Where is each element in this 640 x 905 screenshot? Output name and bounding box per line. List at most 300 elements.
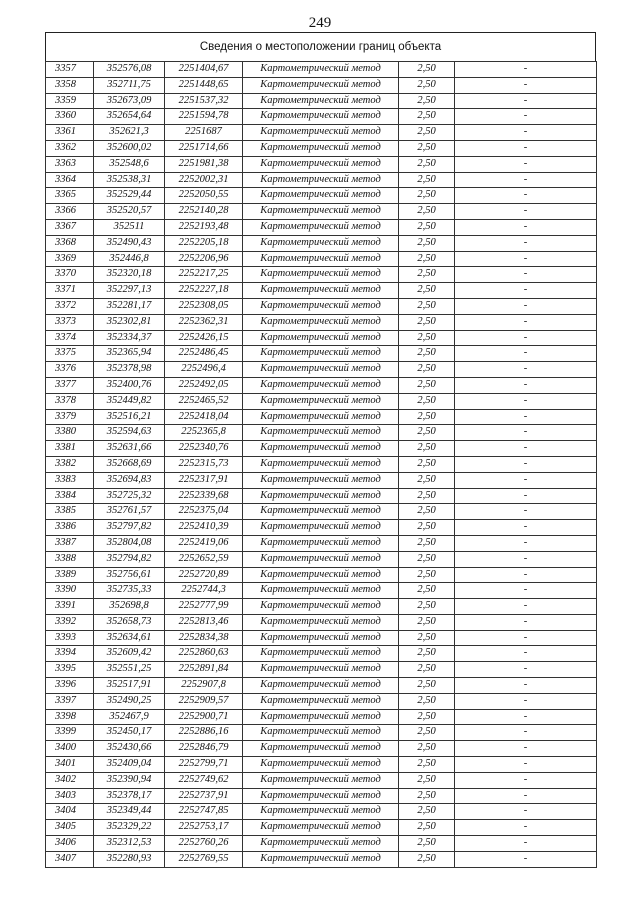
method-cell: Картометрический метод <box>243 662 399 678</box>
precision-cell: 2,50 <box>399 93 455 109</box>
y-coordinate-cell: 2252846,79 <box>165 741 243 757</box>
table-row <box>46 757 597 773</box>
table-row <box>46 488 597 504</box>
point-number-cell: 3377 <box>46 377 94 393</box>
point-number-cell: 3399 <box>46 725 94 741</box>
precision-cell: 2,50 <box>399 109 455 125</box>
point-number-cell: 3395 <box>46 662 94 678</box>
x-coordinate-cell: 352621,3 <box>94 125 165 141</box>
x-coordinate-cell: 352302,81 <box>94 314 165 330</box>
x-coordinate-cell: 352517,91 <box>94 678 165 694</box>
method-cell: Картометрический метод <box>243 425 399 441</box>
y-coordinate-cell: 2252227,18 <box>165 283 243 299</box>
description-cell: - <box>455 583 597 599</box>
y-coordinate-cell: 2251448,65 <box>165 77 243 93</box>
x-coordinate-cell: 352365,94 <box>94 346 165 362</box>
x-coordinate-cell: 352511 <box>94 219 165 235</box>
x-coordinate-cell: 352609,42 <box>94 646 165 662</box>
method-cell: Картометрический метод <box>243 109 399 125</box>
y-coordinate-cell: 2252747,85 <box>165 804 243 820</box>
precision-cell: 2,50 <box>399 362 455 378</box>
table-row <box>46 219 597 235</box>
table-row <box>46 283 597 299</box>
table-row <box>46 646 597 662</box>
description-cell: - <box>455 836 597 852</box>
table-row <box>46 298 597 314</box>
y-coordinate-cell: 2252375,04 <box>165 504 243 520</box>
y-coordinate-cell: 2252465,52 <box>165 393 243 409</box>
description-cell: - <box>455 156 597 172</box>
y-coordinate-cell: 2252193,48 <box>165 219 243 235</box>
y-coordinate-cell: 2251981,38 <box>165 156 243 172</box>
x-coordinate-cell: 352694,83 <box>94 472 165 488</box>
description-cell: - <box>455 125 597 141</box>
precision-cell: 2,50 <box>399 377 455 393</box>
precision-cell: 2,50 <box>399 599 455 615</box>
x-coordinate-cell: 352516,21 <box>94 409 165 425</box>
y-coordinate-cell: 2252737,91 <box>165 788 243 804</box>
x-coordinate-cell: 352797,82 <box>94 520 165 536</box>
method-cell: Картометрический метод <box>243 772 399 788</box>
precision-cell: 2,50 <box>399 188 455 204</box>
precision-cell: 2,50 <box>399 125 455 141</box>
method-cell: Картометрический метод <box>243 456 399 472</box>
precision-cell: 2,50 <box>399 204 455 220</box>
precision-cell: 2,50 <box>399 504 455 520</box>
x-coordinate-cell: 352735,33 <box>94 583 165 599</box>
point-number-cell: 3403 <box>46 788 94 804</box>
precision-cell: 2,50 <box>399 741 455 757</box>
precision-cell: 2,50 <box>399 583 455 599</box>
table-row <box>46 678 597 694</box>
x-coordinate-cell: 352312,53 <box>94 836 165 852</box>
precision-cell: 2,50 <box>399 393 455 409</box>
table-row <box>46 551 597 567</box>
point-number-cell: 3387 <box>46 535 94 551</box>
point-number-cell: 3381 <box>46 441 94 457</box>
point-number-cell: 3373 <box>46 314 94 330</box>
y-coordinate-cell: 2252002,31 <box>165 172 243 188</box>
method-cell: Картометрический метод <box>243 441 399 457</box>
description-cell: - <box>455 235 597 251</box>
x-coordinate-cell: 352320,18 <box>94 267 165 283</box>
table-row <box>46 567 597 583</box>
description-cell: - <box>455 283 597 299</box>
point-number-cell: 3357 <box>46 62 94 78</box>
precision-cell: 2,50 <box>399 298 455 314</box>
y-coordinate-cell: 2252652,59 <box>165 551 243 567</box>
description-cell: - <box>455 267 597 283</box>
table-row <box>46 709 597 725</box>
precision-cell: 2,50 <box>399 77 455 93</box>
point-number-cell: 3361 <box>46 125 94 141</box>
x-coordinate-cell: 352520,57 <box>94 204 165 220</box>
point-number-cell: 3406 <box>46 836 94 852</box>
description-cell: - <box>455 377 597 393</box>
point-number-cell: 3386 <box>46 520 94 536</box>
description-cell: - <box>455 788 597 804</box>
description-cell: - <box>455 709 597 725</box>
point-number-cell: 3376 <box>46 362 94 378</box>
point-number-cell: 3372 <box>46 298 94 314</box>
table-row <box>46 188 597 204</box>
description-cell: - <box>455 219 597 235</box>
x-coordinate-cell: 352538,31 <box>94 172 165 188</box>
precision-cell: 2,50 <box>399 140 455 156</box>
description-cell: - <box>455 251 597 267</box>
description-cell: - <box>455 93 597 109</box>
point-number-cell: 3362 <box>46 140 94 156</box>
point-number-cell: 3405 <box>46 820 94 836</box>
x-coordinate-cell: 352576,08 <box>94 62 165 78</box>
point-number-cell: 3380 <box>46 425 94 441</box>
point-number-cell: 3363 <box>46 156 94 172</box>
point-number-cell: 3388 <box>46 551 94 567</box>
table-row <box>46 456 597 472</box>
y-coordinate-cell: 2252860,63 <box>165 646 243 662</box>
description-cell: - <box>455 851 597 867</box>
method-cell: Картометрический метод <box>243 472 399 488</box>
description-cell: - <box>455 488 597 504</box>
method-cell: Картометрический метод <box>243 804 399 820</box>
point-number-cell: 3367 <box>46 219 94 235</box>
description-cell: - <box>455 820 597 836</box>
point-number-cell: 3385 <box>46 504 94 520</box>
table-row <box>46 330 597 346</box>
point-number-cell: 3360 <box>46 109 94 125</box>
description-cell: - <box>455 204 597 220</box>
method-cell: Картометрический метод <box>243 757 399 773</box>
x-coordinate-cell: 352600,02 <box>94 140 165 156</box>
description-cell: - <box>455 662 597 678</box>
precision-cell: 2,50 <box>399 693 455 709</box>
x-coordinate-cell: 352490,43 <box>94 235 165 251</box>
table-row <box>46 851 597 867</box>
description-cell: - <box>455 441 597 457</box>
point-number-cell: 3366 <box>46 204 94 220</box>
description-cell: - <box>455 630 597 646</box>
description-cell: - <box>455 504 597 520</box>
x-coordinate-cell: 352711,75 <box>94 77 165 93</box>
precision-cell: 2,50 <box>399 456 455 472</box>
table-row <box>46 741 597 757</box>
table-row <box>46 520 597 536</box>
table-row <box>46 140 597 156</box>
table-row <box>46 267 597 283</box>
y-coordinate-cell: 2252317,91 <box>165 472 243 488</box>
description-cell: - <box>455 804 597 820</box>
table-row <box>46 156 597 172</box>
method-cell: Картометрический метод <box>243 709 399 725</box>
table-row <box>46 772 597 788</box>
method-cell: Картометрический метод <box>243 678 399 694</box>
table-row <box>46 251 597 267</box>
y-coordinate-cell: 2252050,55 <box>165 188 243 204</box>
y-coordinate-cell: 2252140,28 <box>165 204 243 220</box>
y-coordinate-cell: 2252419,06 <box>165 535 243 551</box>
x-coordinate-cell: 352450,17 <box>94 725 165 741</box>
x-coordinate-cell: 352548,6 <box>94 156 165 172</box>
y-coordinate-cell: 2252909,57 <box>165 693 243 709</box>
y-coordinate-cell: 2251594,78 <box>165 109 243 125</box>
description-cell: - <box>455 551 597 567</box>
x-coordinate-cell: 352390,94 <box>94 772 165 788</box>
description-cell: - <box>455 520 597 536</box>
table-row <box>46 788 597 804</box>
point-number-cell: 3370 <box>46 267 94 283</box>
method-cell: Картометрический метод <box>243 377 399 393</box>
method-cell: Картометрический метод <box>243 535 399 551</box>
description-cell: - <box>455 346 597 362</box>
method-cell: Картометрический метод <box>243 283 399 299</box>
point-number-cell: 3378 <box>46 393 94 409</box>
x-coordinate-cell: 352409,04 <box>94 757 165 773</box>
table-row <box>46 346 597 362</box>
y-coordinate-cell: 2252799,71 <box>165 757 243 773</box>
point-number-cell: 3396 <box>46 678 94 694</box>
table-row <box>46 599 597 615</box>
method-cell: Картометрический метод <box>243 62 399 78</box>
table-row <box>46 693 597 709</box>
x-coordinate-cell: 352378,17 <box>94 788 165 804</box>
description-cell: - <box>455 425 597 441</box>
description-cell: - <box>455 678 597 694</box>
y-coordinate-cell: 2252340,76 <box>165 441 243 457</box>
description-cell: - <box>455 140 597 156</box>
precision-cell: 2,50 <box>399 219 455 235</box>
point-number-cell: 3369 <box>46 251 94 267</box>
point-number-cell: 3358 <box>46 77 94 93</box>
y-coordinate-cell: 2251537,32 <box>165 93 243 109</box>
method-cell: Картометрический метод <box>243 646 399 662</box>
y-coordinate-cell: 2252205,18 <box>165 235 243 251</box>
point-number-cell: 3404 <box>46 804 94 820</box>
x-coordinate-cell: 352400,76 <box>94 377 165 393</box>
point-number-cell: 3365 <box>46 188 94 204</box>
y-coordinate-cell: 2252749,62 <box>165 772 243 788</box>
precision-cell: 2,50 <box>399 662 455 678</box>
y-coordinate-cell: 2252339,68 <box>165 488 243 504</box>
method-cell: Картометрический метод <box>243 188 399 204</box>
table-row <box>46 441 597 457</box>
method-cell: Картометрический метод <box>243 346 399 362</box>
method-cell: Картометрический метод <box>243 520 399 536</box>
x-coordinate-cell: 352761,57 <box>94 504 165 520</box>
table-row <box>46 630 597 646</box>
table-row <box>46 725 597 741</box>
table-row <box>46 204 597 220</box>
precision-cell: 2,50 <box>399 441 455 457</box>
precision-cell: 2,50 <box>399 757 455 773</box>
description-cell: - <box>455 393 597 409</box>
x-coordinate-cell: 352329,22 <box>94 820 165 836</box>
point-number-cell: 3382 <box>46 456 94 472</box>
table-row <box>46 393 597 409</box>
method-cell: Картометрический метод <box>243 599 399 615</box>
precision-cell: 2,50 <box>399 172 455 188</box>
point-number-cell: 3389 <box>46 567 94 583</box>
method-cell: Картометрический метод <box>243 851 399 867</box>
description-cell: - <box>455 614 597 630</box>
x-coordinate-cell: 352490,25 <box>94 693 165 709</box>
precision-cell: 2,50 <box>399 836 455 852</box>
precision-cell: 2,50 <box>399 472 455 488</box>
precision-cell: 2,50 <box>399 820 455 836</box>
y-coordinate-cell: 2251714,66 <box>165 140 243 156</box>
y-coordinate-cell: 2252426,15 <box>165 330 243 346</box>
point-number-cell: 3364 <box>46 172 94 188</box>
table-row <box>46 472 597 488</box>
description-cell: - <box>455 330 597 346</box>
table-row <box>46 93 597 109</box>
method-cell: Картометрический метод <box>243 630 399 646</box>
method-cell: Картометрический метод <box>243 693 399 709</box>
precision-cell: 2,50 <box>399 804 455 820</box>
y-coordinate-cell: 2252744,3 <box>165 583 243 599</box>
precision-cell: 2,50 <box>399 678 455 694</box>
x-coordinate-cell: 352280,93 <box>94 851 165 867</box>
table-row <box>46 172 597 188</box>
point-number-cell: 3359 <box>46 93 94 109</box>
description-cell: - <box>455 472 597 488</box>
table-row <box>46 535 597 551</box>
description-cell: - <box>455 646 597 662</box>
precision-cell: 2,50 <box>399 346 455 362</box>
table-row <box>46 820 597 836</box>
precision-cell: 2,50 <box>399 709 455 725</box>
precision-cell: 2,50 <box>399 314 455 330</box>
y-coordinate-cell: 2252362,31 <box>165 314 243 330</box>
precision-cell: 2,50 <box>399 520 455 536</box>
x-coordinate-cell: 352634,61 <box>94 630 165 646</box>
y-coordinate-cell: 2252315,73 <box>165 456 243 472</box>
x-coordinate-cell: 352698,8 <box>94 599 165 615</box>
method-cell: Картометрический метод <box>243 362 399 378</box>
y-coordinate-cell: 2251687 <box>165 125 243 141</box>
y-coordinate-cell: 2252486,45 <box>165 346 243 362</box>
method-cell: Картометрический метод <box>243 330 399 346</box>
method-cell: Картометрический метод <box>243 125 399 141</box>
table-row <box>46 614 597 630</box>
x-coordinate-cell: 352449,82 <box>94 393 165 409</box>
y-coordinate-cell: 2252720,89 <box>165 567 243 583</box>
table-title: Сведения о местоположении границ объекта <box>45 32 596 61</box>
table-row <box>46 62 597 78</box>
x-coordinate-cell: 352349,44 <box>94 804 165 820</box>
point-number-cell: 3394 <box>46 646 94 662</box>
y-coordinate-cell: 2251404,67 <box>165 62 243 78</box>
table-row <box>46 836 597 852</box>
description-cell: - <box>455 741 597 757</box>
method-cell: Картометрический метод <box>243 567 399 583</box>
method-cell: Картометрический метод <box>243 488 399 504</box>
x-coordinate-cell: 352725,32 <box>94 488 165 504</box>
precision-cell: 2,50 <box>399 251 455 267</box>
method-cell: Картометрический метод <box>243 156 399 172</box>
precision-cell: 2,50 <box>399 551 455 567</box>
precision-cell: 2,50 <box>399 488 455 504</box>
y-coordinate-cell: 2252308,05 <box>165 298 243 314</box>
x-coordinate-cell: 352631,66 <box>94 441 165 457</box>
y-coordinate-cell: 2252813,46 <box>165 614 243 630</box>
x-coordinate-cell: 352551,25 <box>94 662 165 678</box>
point-number-cell: 3384 <box>46 488 94 504</box>
method-cell: Картометрический метод <box>243 140 399 156</box>
method-cell: Картометрический метод <box>243 267 399 283</box>
description-cell: - <box>455 188 597 204</box>
table-row <box>46 235 597 251</box>
x-coordinate-cell: 352804,08 <box>94 535 165 551</box>
description-cell: - <box>455 567 597 583</box>
precision-cell: 2,50 <box>399 630 455 646</box>
x-coordinate-cell: 352668,69 <box>94 456 165 472</box>
table-row <box>46 504 597 520</box>
method-cell: Картометрический метод <box>243 583 399 599</box>
table-row <box>46 583 597 599</box>
x-coordinate-cell: 352594,63 <box>94 425 165 441</box>
precision-cell: 2,50 <box>399 283 455 299</box>
x-coordinate-cell: 352529,44 <box>94 188 165 204</box>
point-number-cell: 3401 <box>46 757 94 773</box>
x-coordinate-cell: 352654,64 <box>94 109 165 125</box>
y-coordinate-cell: 2252834,38 <box>165 630 243 646</box>
precision-cell: 2,50 <box>399 788 455 804</box>
x-coordinate-cell: 352467,9 <box>94 709 165 725</box>
precision-cell: 2,50 <box>399 330 455 346</box>
x-coordinate-cell: 352297,13 <box>94 283 165 299</box>
description-cell: - <box>455 693 597 709</box>
precision-cell: 2,50 <box>399 425 455 441</box>
method-cell: Картометрический метод <box>243 741 399 757</box>
y-coordinate-cell: 2252907,8 <box>165 678 243 694</box>
table-row <box>46 362 597 378</box>
y-coordinate-cell: 2252496,4 <box>165 362 243 378</box>
table-row <box>46 409 597 425</box>
precision-cell: 2,50 <box>399 725 455 741</box>
method-cell: Картометрический метод <box>243 393 399 409</box>
precision-cell: 2,50 <box>399 535 455 551</box>
method-cell: Картометрический метод <box>243 788 399 804</box>
point-number-cell: 3391 <box>46 599 94 615</box>
x-coordinate-cell: 352281,17 <box>94 298 165 314</box>
precision-cell: 2,50 <box>399 851 455 867</box>
point-number-cell: 3393 <box>46 630 94 646</box>
coordinates-table-body <box>46 62 597 868</box>
boundary-table-sheet <box>45 32 596 868</box>
x-coordinate-cell: 352673,09 <box>94 93 165 109</box>
point-number-cell: 3402 <box>46 772 94 788</box>
y-coordinate-cell: 2252418,04 <box>165 409 243 425</box>
point-number-cell: 3398 <box>46 709 94 725</box>
table-row <box>46 109 597 125</box>
y-coordinate-cell: 2252777,99 <box>165 599 243 615</box>
y-coordinate-cell: 2252891,84 <box>165 662 243 678</box>
method-cell: Картометрический метод <box>243 77 399 93</box>
y-coordinate-cell: 2252886,16 <box>165 725 243 741</box>
y-coordinate-cell: 2252769,55 <box>165 851 243 867</box>
method-cell: Картометрический метод <box>243 251 399 267</box>
description-cell: - <box>455 535 597 551</box>
y-coordinate-cell: 2252217,25 <box>165 267 243 283</box>
method-cell: Картометрический метод <box>243 551 399 567</box>
description-cell: - <box>455 77 597 93</box>
description-cell: - <box>455 109 597 125</box>
table-row <box>46 377 597 393</box>
table-row <box>46 425 597 441</box>
point-number-cell: 3379 <box>46 409 94 425</box>
x-coordinate-cell: 352378,98 <box>94 362 165 378</box>
y-coordinate-cell: 2252492,05 <box>165 377 243 393</box>
